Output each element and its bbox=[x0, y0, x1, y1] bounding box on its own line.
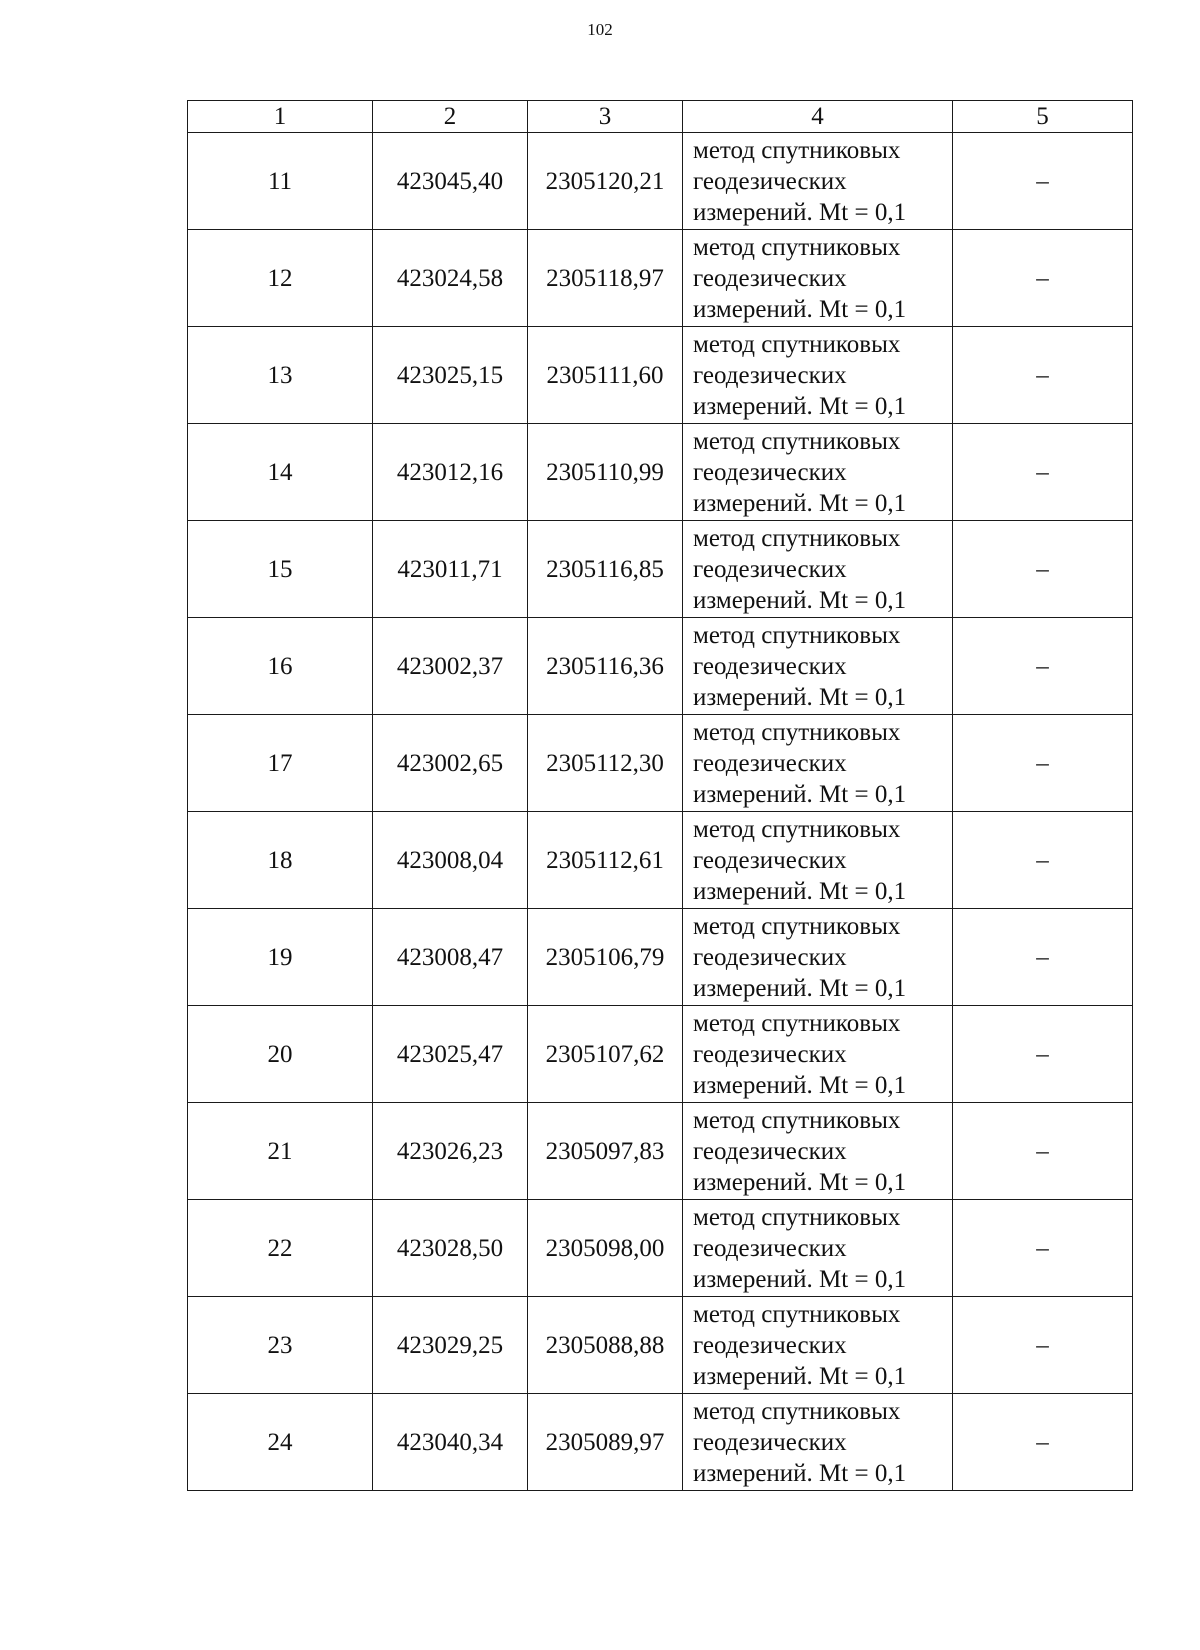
method-cell bbox=[683, 618, 953, 715]
y-coordinate-cell: 2305107,62 bbox=[528, 1006, 683, 1103]
method-line: геодезических bbox=[693, 167, 847, 195]
method-line: геодезических bbox=[693, 264, 847, 292]
method-line: измерений. Mt = 0,1 bbox=[693, 877, 907, 905]
method-line: измерений. Mt = 0,1 bbox=[693, 1168, 907, 1196]
x-coordinate-cell: 423002,37 bbox=[373, 618, 528, 715]
point-number-cell: 11 bbox=[188, 133, 373, 230]
column-header-note: 5 bbox=[953, 101, 1133, 133]
note-cell: – bbox=[953, 1103, 1133, 1200]
method-cell bbox=[683, 1394, 953, 1491]
note-cell: – bbox=[953, 1006, 1133, 1103]
method-line: геодезических bbox=[693, 458, 847, 486]
method-line: метод спутниковых bbox=[693, 1203, 901, 1231]
column-header-y: 3 bbox=[528, 101, 683, 133]
note-cell: – bbox=[953, 715, 1133, 812]
method-cell bbox=[683, 521, 953, 618]
method-line: метод спутниковых bbox=[693, 330, 901, 358]
x-coordinate-cell: 423008,47 bbox=[373, 909, 528, 1006]
x-coordinate-cell: 423045,40 bbox=[373, 133, 528, 230]
point-number-cell: 19 bbox=[188, 909, 373, 1006]
table-row bbox=[188, 1200, 1133, 1297]
y-coordinate-cell: 2305111,60 bbox=[528, 327, 683, 424]
table-row bbox=[188, 1297, 1133, 1394]
method-cell bbox=[683, 1297, 953, 1394]
x-coordinate-cell: 423024,58 bbox=[373, 230, 528, 327]
method-line: измерений. Mt = 0,1 bbox=[693, 1265, 907, 1293]
method-cell bbox=[683, 424, 953, 521]
method-line: измерений. Mt = 0,1 bbox=[693, 780, 907, 808]
table-row bbox=[188, 812, 1133, 909]
point-number-cell: 17 bbox=[188, 715, 373, 812]
method-line: измерений. Mt = 0,1 bbox=[693, 974, 907, 1002]
method-line: измерений. Mt = 0,1 bbox=[693, 392, 907, 420]
x-coordinate-cell: 423002,65 bbox=[373, 715, 528, 812]
column-header-number: 1 bbox=[188, 101, 373, 133]
y-coordinate-cell: 2305098,00 bbox=[528, 1200, 683, 1297]
table-row bbox=[188, 133, 1133, 230]
column-header-x: 2 bbox=[373, 101, 528, 133]
table-row bbox=[188, 424, 1133, 521]
method-line: метод спутниковых bbox=[693, 427, 901, 455]
method-cell bbox=[683, 1200, 953, 1297]
note-cell: – bbox=[953, 327, 1133, 424]
table-row bbox=[188, 618, 1133, 715]
note-cell: – bbox=[953, 1200, 1133, 1297]
method-line: метод спутниковых bbox=[693, 718, 901, 746]
method-line: метод спутниковых bbox=[693, 233, 901, 261]
note-cell: – bbox=[953, 521, 1133, 618]
table-row bbox=[188, 1006, 1133, 1103]
method-line: метод спутниковых bbox=[693, 621, 901, 649]
method-line: геодезических bbox=[693, 555, 847, 583]
method-line: метод спутниковых bbox=[693, 136, 901, 164]
table-header-row bbox=[188, 101, 1133, 133]
x-coordinate-cell: 423028,50 bbox=[373, 1200, 528, 1297]
note-cell: – bbox=[953, 1394, 1133, 1491]
table-row bbox=[188, 521, 1133, 618]
y-coordinate-cell: 2305116,36 bbox=[528, 618, 683, 715]
method-cell bbox=[683, 327, 953, 424]
method-line: измерений. Mt = 0,1 bbox=[693, 489, 907, 517]
method-line: геодезических bbox=[693, 1428, 847, 1456]
method-line: измерений. Mt = 0,1 bbox=[693, 295, 907, 323]
point-number-cell: 20 bbox=[188, 1006, 373, 1103]
method-line: геодезических bbox=[693, 1234, 847, 1262]
y-coordinate-cell: 2305106,79 bbox=[528, 909, 683, 1006]
point-number-cell: 16 bbox=[188, 618, 373, 715]
x-coordinate-cell: 423025,47 bbox=[373, 1006, 528, 1103]
method-line: измерений. Mt = 0,1 bbox=[693, 198, 907, 226]
method-line: метод спутниковых bbox=[693, 1106, 901, 1134]
method-line: метод спутниковых bbox=[693, 1009, 901, 1037]
method-cell bbox=[683, 715, 953, 812]
y-coordinate-cell: 2305088,88 bbox=[528, 1297, 683, 1394]
method-line: геодезических bbox=[693, 1040, 847, 1068]
y-coordinate-cell: 2305097,83 bbox=[528, 1103, 683, 1200]
y-coordinate-cell: 2305118,97 bbox=[528, 230, 683, 327]
x-coordinate-cell: 423040,34 bbox=[373, 1394, 528, 1491]
method-line: метод спутниковых bbox=[693, 912, 901, 940]
method-cell bbox=[683, 230, 953, 327]
table-row bbox=[188, 327, 1133, 424]
point-number-cell: 13 bbox=[188, 327, 373, 424]
x-coordinate-cell: 423012,16 bbox=[373, 424, 528, 521]
method-cell bbox=[683, 1006, 953, 1103]
column-header-method: 4 bbox=[683, 101, 953, 133]
table-row bbox=[188, 909, 1133, 1006]
point-number-cell: 15 bbox=[188, 521, 373, 618]
point-number-cell: 23 bbox=[188, 1297, 373, 1394]
table-row bbox=[188, 1394, 1133, 1491]
y-coordinate-cell: 2305089,97 bbox=[528, 1394, 683, 1491]
point-number-cell: 14 bbox=[188, 424, 373, 521]
note-cell: – bbox=[953, 1297, 1133, 1394]
method-line: метод спутниковых bbox=[693, 815, 901, 843]
x-coordinate-cell: 423025,15 bbox=[373, 327, 528, 424]
point-number-cell: 18 bbox=[188, 812, 373, 909]
table-row bbox=[188, 230, 1133, 327]
method-line: метод спутниковых bbox=[693, 1397, 901, 1425]
y-coordinate-cell: 2305116,85 bbox=[528, 521, 683, 618]
method-line: измерений. Mt = 0,1 bbox=[693, 1459, 907, 1487]
method-line: геодезических bbox=[693, 1137, 847, 1165]
method-line: геодезических bbox=[693, 1331, 847, 1359]
method-line: измерений. Mt = 0,1 bbox=[693, 586, 907, 614]
method-line: измерений. Mt = 0,1 bbox=[693, 683, 907, 711]
note-cell: – bbox=[953, 133, 1133, 230]
y-coordinate-cell: 2305112,30 bbox=[528, 715, 683, 812]
page-number: 102 bbox=[587, 20, 613, 39]
method-cell bbox=[683, 1103, 953, 1200]
method-line: метод спутниковых bbox=[693, 1300, 901, 1328]
y-coordinate-cell: 2305110,99 bbox=[528, 424, 683, 521]
coordinates-table bbox=[187, 100, 1133, 1491]
method-line: метод спутниковых bbox=[693, 524, 901, 552]
method-line: измерений. Mt = 0,1 bbox=[693, 1071, 907, 1099]
point-number-cell: 21 bbox=[188, 1103, 373, 1200]
method-line: измерений. Mt = 0,1 bbox=[693, 1362, 907, 1390]
point-number-cell: 12 bbox=[188, 230, 373, 327]
x-coordinate-cell: 423029,25 bbox=[373, 1297, 528, 1394]
point-number-cell: 22 bbox=[188, 1200, 373, 1297]
y-coordinate-cell: 2305120,21 bbox=[528, 133, 683, 230]
table-body bbox=[188, 101, 1133, 1491]
note-cell: – bbox=[953, 812, 1133, 909]
method-cell bbox=[683, 909, 953, 1006]
x-coordinate-cell: 423026,23 bbox=[373, 1103, 528, 1200]
point-number-cell: 24 bbox=[188, 1394, 373, 1491]
note-cell: – bbox=[953, 230, 1133, 327]
method-line: геодезических bbox=[693, 749, 847, 777]
note-cell: – bbox=[953, 909, 1133, 1006]
method-line: геодезических bbox=[693, 943, 847, 971]
method-line: геодезических bbox=[693, 846, 847, 874]
method-cell bbox=[683, 133, 953, 230]
note-cell: – bbox=[953, 618, 1133, 715]
table-row bbox=[188, 1103, 1133, 1200]
y-coordinate-cell: 2305112,61 bbox=[528, 812, 683, 909]
table-row bbox=[188, 715, 1133, 812]
note-cell: – bbox=[953, 424, 1133, 521]
method-cell bbox=[683, 812, 953, 909]
x-coordinate-cell: 423008,04 bbox=[373, 812, 528, 909]
method-line: геодезических bbox=[693, 361, 847, 389]
x-coordinate-cell: 423011,71 bbox=[373, 521, 528, 618]
method-line: геодезических bbox=[693, 652, 847, 680]
